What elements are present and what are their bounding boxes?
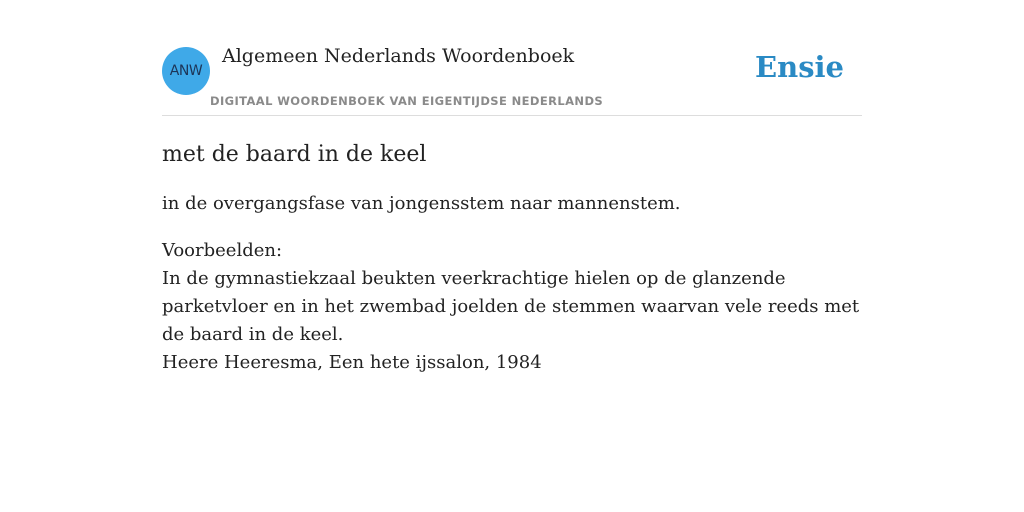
site-header [162, 0, 862, 116]
example-source: Heere Heeresma, Een hete ijssalon, 1984 [162, 352, 542, 373]
page-container [162, 0, 862, 377]
examples-label: Voorbeelden: [162, 240, 283, 261]
entry-headword: met de baard in de keel [162, 142, 427, 167]
site-subtitle: DIGITAAL WOORDENBOEK VAN EIGENTIJDSE NEDERLANDS [210, 94, 604, 108]
entry-examples [162, 237, 862, 377]
example-text: In de gymnastiekzaal beukten veerkrachtige hielen op de glanzende parketvloer en in het zwembad joelden de stemmen waarvan vele reeds met de baard in de keel. [162, 268, 860, 345]
site-title[interactable]: Algemeen Nederlands Woordenboek [222, 45, 575, 67]
entry-definition: in de overgangsfase van jongensstem naar mannenstem. [162, 193, 681, 214]
anw-logo[interactable]: ANW [162, 47, 210, 95]
ensie-brand-link[interactable]: Ensie [755, 50, 844, 84]
